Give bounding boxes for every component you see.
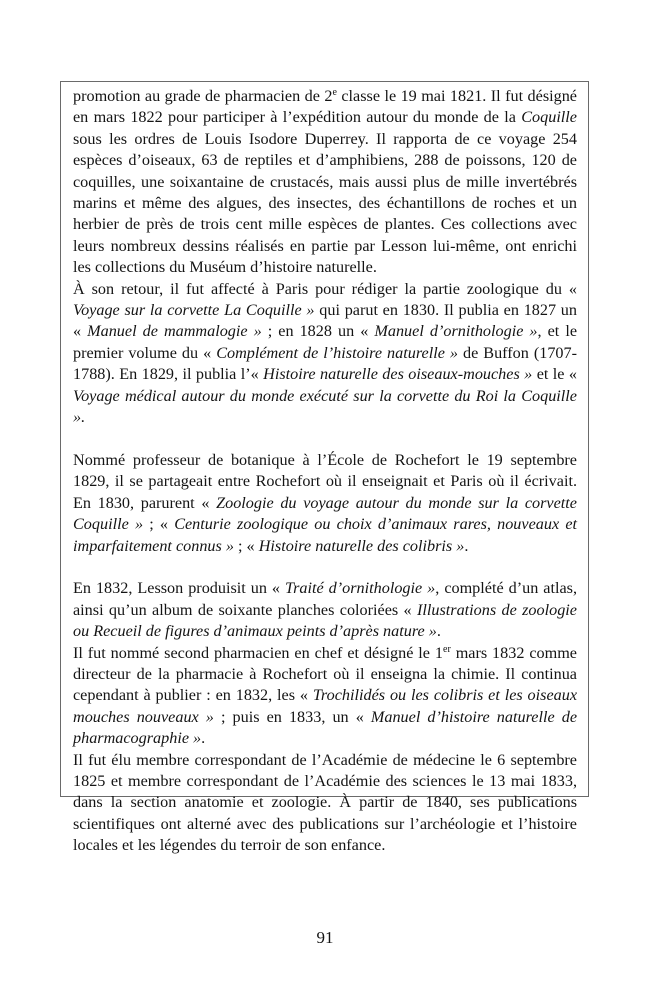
paragraph-gap bbox=[73, 429, 577, 450]
italic-title: Manuel d’ornithologie » bbox=[374, 322, 538, 341]
italic-title: Coquille bbox=[521, 108, 577, 127]
paragraph-return-paris bbox=[73, 279, 577, 429]
page-number: 91 bbox=[316, 928, 334, 947]
text-span: mars 1832 comme directeur de la pharmacie à Rochefort où il enseigna la chimie. Il continua cependant à publier : en 1832, les « bbox=[73, 643, 577, 705]
italic-title: Trochilidés ou les colibris et les oiseaux mouches nouveaux » bbox=[73, 686, 577, 726]
text-span: . bbox=[201, 729, 206, 748]
text-span: et le « bbox=[532, 365, 577, 384]
italic-title: Histoire naturelle des colibris » bbox=[258, 536, 465, 555]
italic-title: Centurie zoologique ou choix d’animaux rares, nouveaux et imparfaitement connus » bbox=[73, 515, 577, 555]
paragraph-gap bbox=[73, 557, 577, 578]
text-span: En 1832, Lesson produisit un « bbox=[73, 579, 286, 598]
text-span: , complété d’un atlas, ainsi qu’un album de soixante planches coloriées « bbox=[73, 579, 577, 619]
text-span: ; « bbox=[233, 536, 259, 555]
italic-title: Manuel de mammalogie » bbox=[87, 322, 262, 341]
italic-title: Complément de l’histoire naturelle » bbox=[216, 343, 458, 362]
paragraph-ornithology-treatise bbox=[73, 578, 577, 642]
italic-title: Manuel d’histoire naturelle de pharmacographie » bbox=[73, 707, 578, 748]
text-span: classe le 19 mai 1821. Il fut désigné en mars 1822 pour participer à l’expédition autour du monde de la bbox=[73, 87, 577, 127]
text-span: À son retour, il fut affecté à Paris pour rédiger la partie zoologique du « bbox=[73, 279, 577, 298]
text-span: de Buffon (1707-1788). En 1829, il publia l’« bbox=[73, 343, 577, 384]
superscript: e bbox=[332, 87, 337, 98]
text-span: sous les ordres de Louis Isodore Duperrey. Il rapporta de ce voyage 254 espèces d’oiseaux, 63 de reptiles et d’amphibiens, 288 de poissons, 120 de coquilles, une soixantaine de crustacés, mais aussi plus de mille invertébrés marins et même des algues, des insectes, des échantillons de roches et un herbier de près de trois cent mille espèces de plantes. Ces collections avec leurs nombreux dessins réalisés en partie par Lesson lui-même, ont enrichi les collections du Muséum d’histoire naturelle. bbox=[73, 129, 577, 277]
text-span: ; puis en 1833, un « bbox=[213, 707, 371, 726]
text-span: . bbox=[436, 622, 441, 641]
text-span: Nommé professeur de botanique à l’École de Rochefort le 19 septembre 1829, il se partageait entre Rochefort où il enseignait et Paris où il écrivait. En 1830, parurent « bbox=[73, 450, 577, 512]
text-span: , et le premier volume du « bbox=[73, 322, 578, 362]
superscript: er bbox=[443, 643, 451, 655]
italic-title: Traité d’ornithologie » bbox=[285, 579, 436, 598]
italic-title: Histoire naturelle des oiseaux-mouches » bbox=[263, 365, 533, 384]
paragraph-botany-professor bbox=[73, 450, 577, 557]
paragraph-academy-member bbox=[73, 750, 577, 857]
paragraph-expedition bbox=[73, 86, 577, 279]
italic-title: Illustrations de zoologie ou Recueil de figures d’animaux peints d’après nature » bbox=[73, 600, 577, 641]
text-span: Il fut nommé second pharmacien en chef et désigné le 1 bbox=[73, 643, 443, 662]
text-span: Il fut élu membre correspondant de l’Académie de médecine le 6 septembre 1825 et membre correspondant de l’Académie des sciences le 13 mai 1833, dans la section anatomie et zoologie. À partir de 1840, ses publications scientifiques ont alterné avec des publications sur l’archéologie et l’histoire locales et les légendes du terroir de son enfance. bbox=[73, 750, 577, 855]
text-span: ; « bbox=[143, 515, 175, 534]
text-frame bbox=[60, 81, 589, 855]
text-span: ; en 1828 un « bbox=[261, 322, 375, 341]
italic-title: Voyage médical autour du monde exécuté sur la corvette du Roi la Coquille ». bbox=[73, 386, 577, 427]
text-span: promotion au grade de pharmacien de 2 bbox=[73, 87, 333, 105]
italic-title: Voyage sur la corvette La Coquille » bbox=[73, 301, 315, 320]
italic-title: Zoologie du voyage autour du monde sur la corvette Coquille » bbox=[73, 493, 577, 534]
text-span: qui parut en 1830. Il publia en 1827 un « bbox=[73, 301, 577, 341]
paragraph-chief-pharmacist bbox=[73, 643, 577, 750]
text-span: . bbox=[464, 536, 469, 555]
